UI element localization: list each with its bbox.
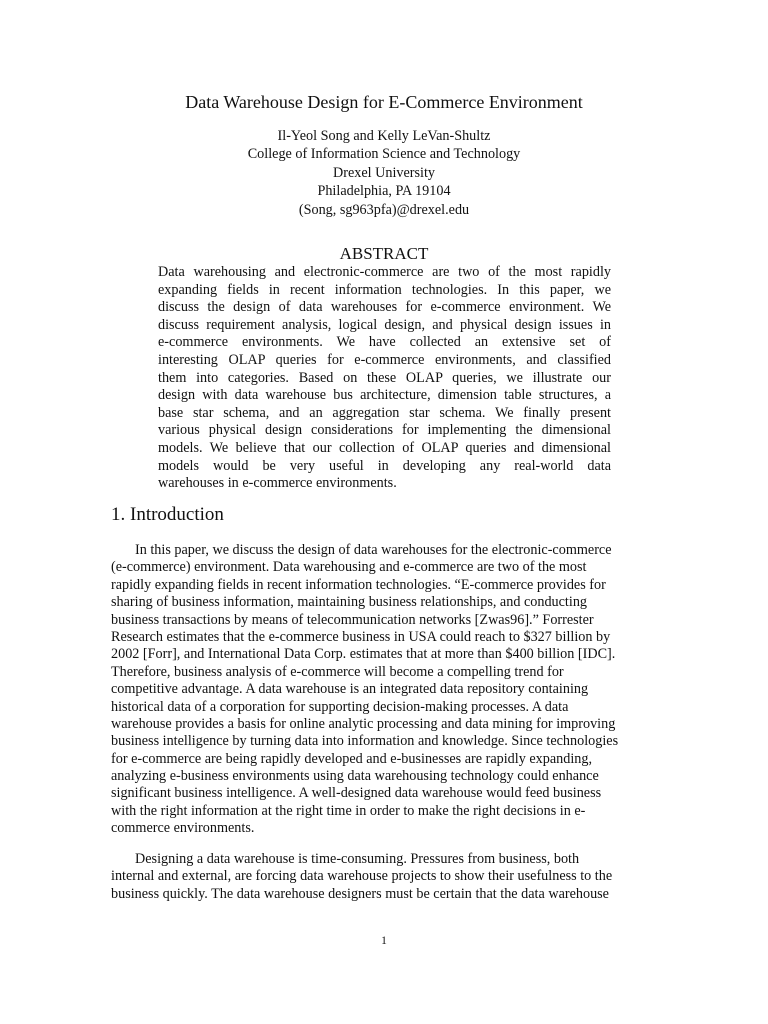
abstract-line: them into categories. Based on these OLAP queries, we illustrate our xyxy=(158,369,611,386)
author-affiliation: College of Information Science and Technology xyxy=(247,146,521,163)
body-line: commerce environments. xyxy=(111,820,255,837)
body-line: for e-commerce are being rapidly developed and e-businesses are rapidly expanding, xyxy=(111,750,592,767)
section-heading: 1. Introduction xyxy=(111,504,224,525)
abstract-line: e-commerce environments. We have collected an extensive set of xyxy=(158,334,611,351)
abstract-line: discuss requirement analysis, logical design, and physical design issues in xyxy=(158,316,611,333)
intro-paragraph-1 xyxy=(111,542,629,838)
body-line: competitive advantage. A data warehouse is an integrated data repository containing xyxy=(111,681,589,698)
body-line: Research estimates that the e-commerce business in USA could reach to $327 billion by xyxy=(111,628,611,645)
body-line: historical data of a corporation for supporting decision-making processes. A data xyxy=(111,698,569,715)
abstract-line: models would be very useful in developing any real-world data xyxy=(158,457,611,474)
author-address: Philadelphia, PA 19104 xyxy=(317,183,451,200)
body-line: significant business intelligence. A well-designed data warehouse would feed business xyxy=(111,785,602,802)
body-line: internal and external, are forcing data warehouse projects to show their usefulness to the xyxy=(111,868,613,885)
body-line: In this paper, we discuss the design of data warehouses for the electronic-commerce xyxy=(135,542,612,558)
body-line: sharing of business information, maintaining business relationships, and conducting xyxy=(111,594,588,611)
author-block xyxy=(0,127,768,219)
abstract-line: design with data warehouse bus architecture, dimension table structures, a xyxy=(158,387,611,404)
abstract-text xyxy=(158,264,611,493)
abstract-line: discuss the design of data warehouses for e-commerce environment. We xyxy=(158,299,611,316)
page-number: 1 xyxy=(381,935,387,947)
abstract-line: expanding fields in recent information technologies. In this paper, we xyxy=(158,281,611,298)
abstract-line: various physical design considerations for implementing the dimensional xyxy=(158,422,611,439)
body-line: (e-commerce) environment. Data warehousing and e-commerce are two of the most xyxy=(111,559,587,576)
body-line: business intelligence by turning data into information and knowledge. Since technologies xyxy=(111,733,619,750)
body-line: business transactions by means of telecommunication networks [Zwas96].” Forrester xyxy=(111,611,594,628)
abstract-line: models. We believe that our collection of OLAP queries and dimensional xyxy=(158,439,611,456)
body-line: analyzing e-business environments using data warehousing technology could enhance xyxy=(111,768,599,785)
body-line: 2002 [Forr], and International Data Corp. estimates that at more than $400 billion [IDC]. xyxy=(111,646,616,663)
body-line: business quickly. The data warehouse designers must be certain that the data warehouse xyxy=(111,885,609,902)
body-line: Designing a data warehouse is time-consuming. Pressures from business, both xyxy=(135,851,580,867)
abstract-line: base star schema, and an aggregation star schema. We finally present xyxy=(158,404,611,421)
abstract-line: warehouses in e-commerce environments. xyxy=(158,475,397,492)
abstract-heading: ABSTRACT xyxy=(339,244,429,263)
body-line: rapidly expanding fields in recent information technologies. “E-commerce provides for xyxy=(111,576,606,593)
abstract-line: interesting OLAP queries for e-commerce environments, and classified xyxy=(158,351,611,368)
author-university: Drexel University xyxy=(332,164,436,181)
author-names: Il-Yeol Song and Kelly LeVan-Shultz xyxy=(277,128,491,144)
intro-paragraph-2 xyxy=(111,851,629,903)
abstract-line: Data warehousing and electronic-commerce are two of the most rapidly xyxy=(158,264,611,280)
body-line: warehouse provides a basis for online analytic processing and data mining for improving xyxy=(111,715,616,732)
author-email: (Song, sg963pfa)@drexel.edu xyxy=(298,201,470,218)
body-line: with the right information at the right time in order to make the right decisions in e- xyxy=(111,802,586,819)
body-line: Therefore, business analysis of e-commerce will become a compelling trend for xyxy=(111,663,564,680)
paper-title: Data Warehouse Design for E-Commerce Environment xyxy=(185,92,583,112)
